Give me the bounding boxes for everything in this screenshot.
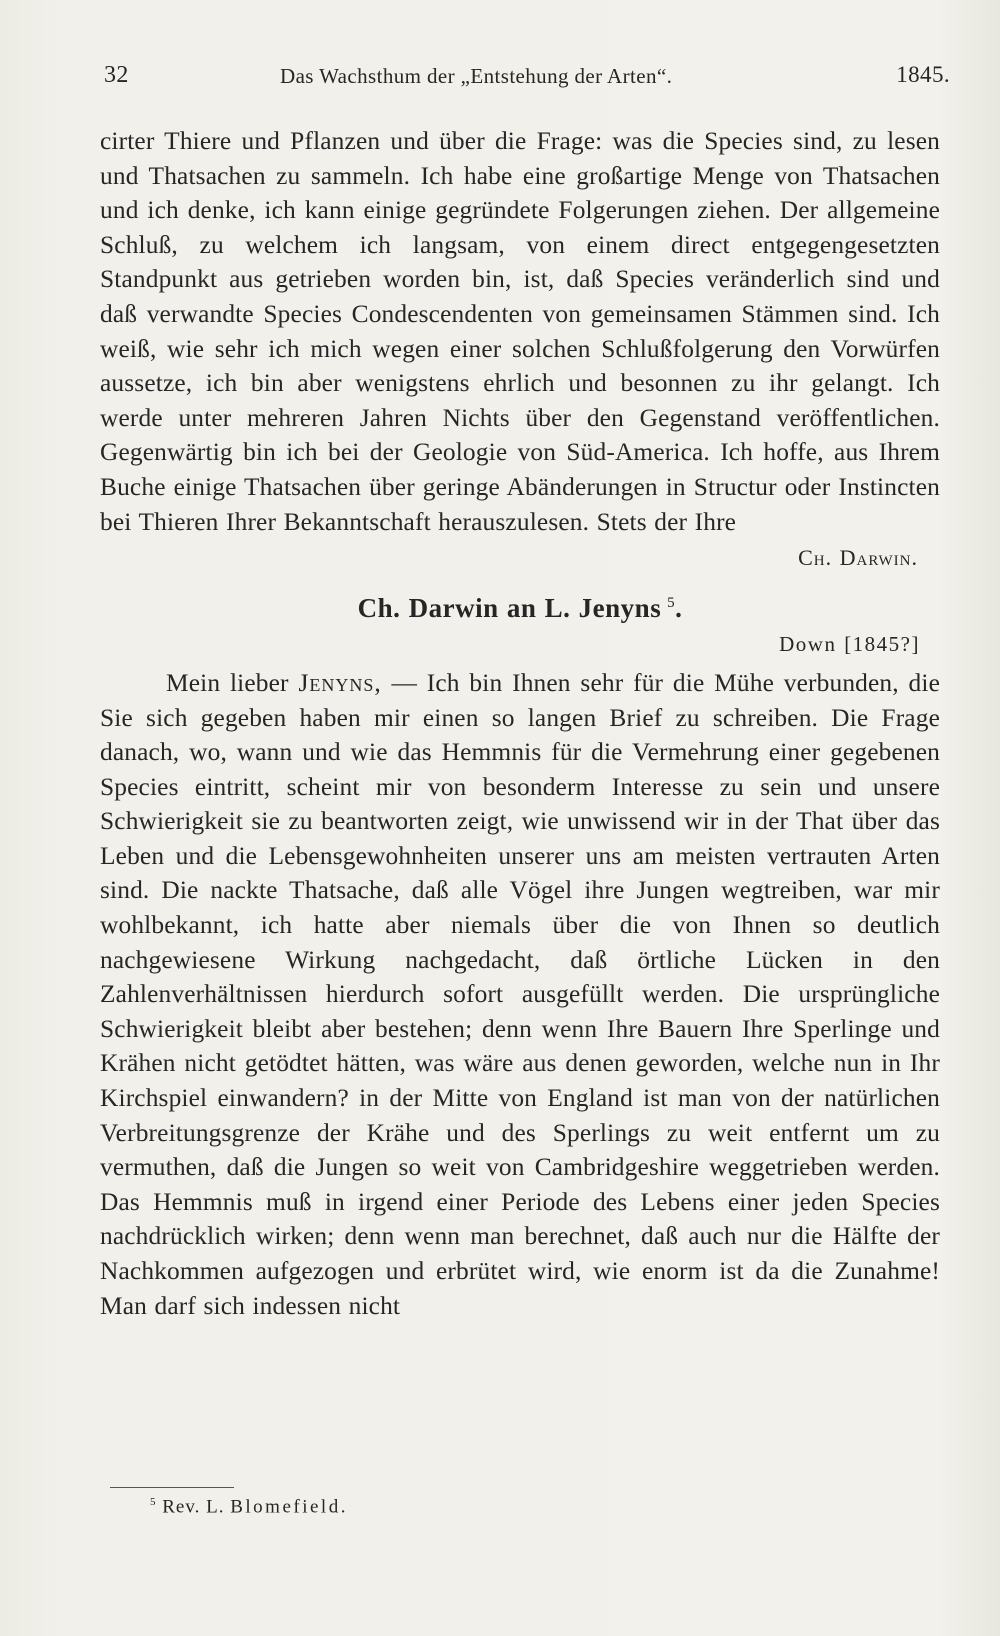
footnote-mark: 5 — [150, 1496, 157, 1508]
page-body — [100, 124, 940, 1323]
footnote-name: Blomefield. — [230, 1496, 348, 1518]
running-title: Das Wachsthum der „Entstehung der Arten“. — [280, 64, 673, 88]
letter1-signature: Ch. Darwin. — [798, 545, 918, 571]
letter2-heading-end: . — [675, 592, 683, 623]
heading-footnote-mark[interactable]: 5 — [667, 594, 676, 611]
letter2-place-date: Down [1845?] — [779, 632, 920, 657]
footnote — [150, 1496, 348, 1518]
running-header — [100, 62, 950, 94]
letter1-paragraph: cirter Thiere und Pflanzen und über die Frage: was die Species sind, zu lesen und Thatsachen zu sammeln. Ich habe eine großartige Menge von Thatsachen und ich denke, ich kann einige gegründete Folgerungen ziehen. Der allgemeine Schluß, zu welchem ich langsam, von einem direct entgegengesetzten Standpunkt aus getrieben worden bin, ist, daß Species veränderlich sind und daß verwandte Species Condescendenten von gemeinsamen Stämmen sind. Ich weiß, wie sehr ich mich wegen einer solchen Schlußfolgerung den Vorwürfen aussetze, ich bin aber wenigstens ehrlich und besonnen zu ihr gelangt. Ich werde unter mehreren Jahren Nichts über den Gegenstand veröffentlichen. Gegenwärtig bin ich bei der Geologie von Süd-America. Ich hoffe, aus Ihrem Buche einige Thatsachen über geringe Abänderungen in Structur oder Instincten bei Thieren Ihrer Bekanntschaft herauszulesen. Stets der Ihre — [100, 127, 940, 536]
footnote-rule — [110, 1487, 234, 1488]
salutation-name: Jenyns, — [298, 668, 382, 697]
salutation-start: Mein lieber — [166, 668, 289, 697]
page-number: 32 — [104, 62, 129, 88]
header-year: 1845. — [896, 62, 950, 87]
letter2-heading-text: Ch. Darwin an L. Jenyns — [357, 592, 662, 623]
letter2-heading — [100, 586, 940, 626]
letter2-body-text: — Ich bin Ihnen sehr für die Mühe verbunden, die Sie sich gegeben haben mir einen so langen Brief zu schreiben. Die Frage danach, wo, wann und wie das Hemmnis für die Vermehrung einer gegebenen Species eintritt, scheint mir von besonderm Interesse zu sein und unsere Schwierigkeit sie zu beantworten zeigt, wie unwissend wir in der That über das Leben und die Lebensgewohnheiten unserer uns am meisten vertrauten Arten sind. Die nackte Thatsache, daß alle Vögel ihre Jungen wegtreiben, war mir wohlbekannt, ich hatte aber niemals über die von Ihnen so deutlich nachgewiesene Wirkung nachgedacht, daß örtliche Lücken in den Zahlenverhältnissen hierdurch sofort ausgefüllt werden. Die ursprüngliche Schwierigkeit bleibt aber bestehen; denn wenn Ihre Bauern Ihre Sperlinge und Krähen nicht getödtet hätten, was wäre aus denen geworden, welche nun in Ihr Kirchspiel einwandern? in der Mitte von England ist man von der natürlichen Verbreitungsgrenze der Krähe und des Sperlings zu weit entfernt um zu vermuthen, daß die Jungen so weit von Cambridgeshire weggetrieben werden. Das Hemmnis muß in irgend einer Periode des Lebens einer jeden Species nachdrücklich wirken; denn wenn man berechnet, daß auch nur die Hälfte der Nachkommen aufgezogen und erbrütet wird, wie enorm ist da die Zunahme! Man darf sich indessen nicht — [100, 668, 941, 1320]
letter2-paragraph — [100, 666, 940, 1323]
footnote-prefix: Rev. L. — [162, 1496, 225, 1518]
